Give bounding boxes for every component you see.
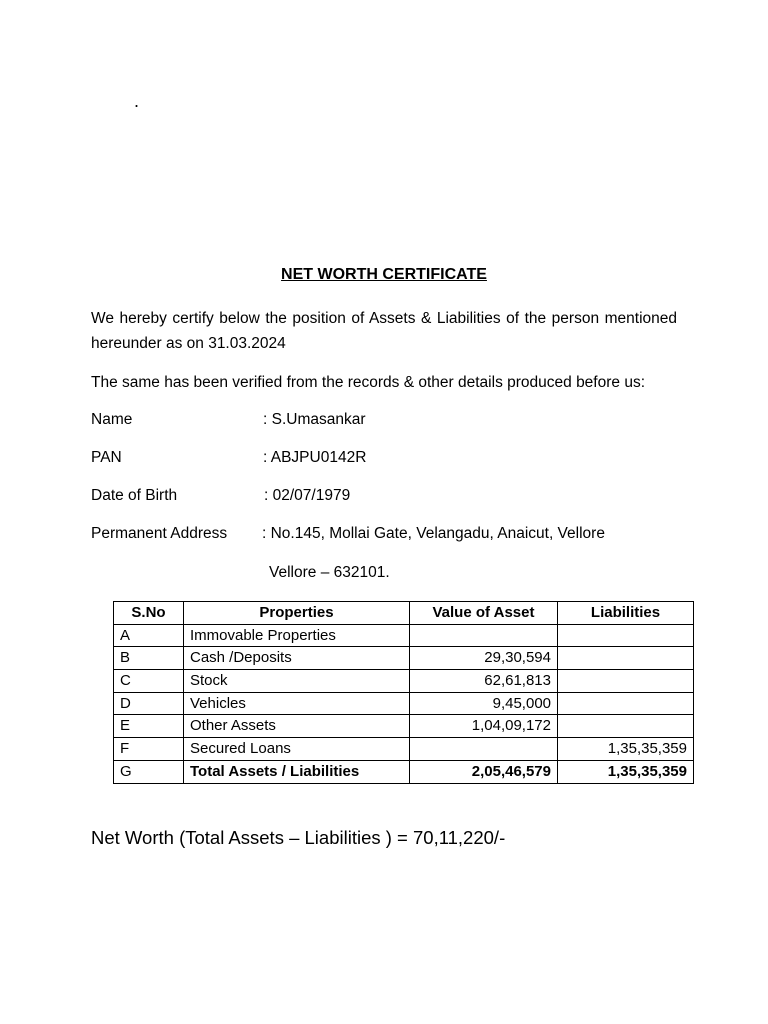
total-sno: G (114, 760, 184, 783)
row-property: Immovable Properties (184, 624, 410, 647)
table-header-row (114, 602, 694, 625)
table-row (114, 624, 694, 647)
row-asset: 9,45,000 (410, 692, 558, 715)
row-asset: 29,30,594 (410, 647, 558, 670)
header-liabilities: Liabilities (558, 602, 694, 625)
row-property: Other Assets (184, 715, 410, 738)
row-asset (410, 738, 558, 761)
address-label: Permanent Address (91, 525, 228, 542)
row-sno: C (114, 670, 184, 693)
total-liabilities: 1,35,35,359 (558, 760, 694, 783)
row-property: Secured Loans (184, 738, 410, 761)
row-liability (558, 692, 694, 715)
table-row (114, 738, 694, 761)
row-sno: F (114, 738, 184, 761)
header-properties: Properties (184, 602, 410, 625)
total-label: Total Assets / Liabilities (184, 760, 410, 783)
row-sno: A (114, 624, 184, 647)
row-sno: E (114, 715, 184, 738)
assets-liabilities-table (113, 601, 694, 784)
row-liability (558, 624, 694, 647)
row-liability (558, 647, 694, 670)
stray-mark: . (134, 91, 140, 111)
row-liability (558, 670, 694, 693)
verification-paragraph: The same has been verified from the records & other details produced before us: (91, 374, 645, 391)
header-sno: S.No (114, 602, 184, 625)
total-assets: 2,05,46,579 (410, 760, 558, 783)
header-value-of-asset: Value of Asset (410, 602, 558, 625)
address-value: : No.145, Mollai Gate, Velangadu, Anaicut, Vellore (262, 525, 605, 542)
table-row (114, 692, 694, 715)
row-liability: 1,35,35,359 (558, 738, 694, 761)
row-property: Cash /Deposits (184, 647, 410, 670)
dob-label: Date of Birth (91, 487, 178, 504)
pan-value: : ABJPU0142R (263, 449, 367, 466)
dob-value: : 02/07/1979 (264, 487, 351, 504)
address-line-2: Vellore – 632101. (269, 564, 390, 581)
table-row (114, 670, 694, 693)
certification-paragraph: We hereby certify below the position of Assets & Liabilities of the person mentioned hereunder as on 31.03.2024 (91, 310, 677, 352)
row-asset: 62,61,813 (410, 670, 558, 693)
table-row (114, 647, 694, 670)
total-row (114, 760, 694, 783)
row-asset: 1,04,09,172 (410, 715, 558, 738)
table-row (114, 715, 694, 738)
row-property: Vehicles (184, 692, 410, 715)
name-label: Name (91, 411, 133, 428)
row-property: Stock (184, 670, 410, 693)
row-sno: B (114, 647, 184, 670)
name-value: : S.Umasankar (263, 411, 366, 428)
net-worth-statement: Net Worth (Total Assets – Liabilities ) = 70,11,220/- (91, 827, 506, 848)
row-liability (558, 715, 694, 738)
row-asset (410, 624, 558, 647)
row-sno: D (114, 692, 184, 715)
pan-label: PAN (91, 449, 122, 466)
page-title: NET WORTH CERTIFICATE (281, 266, 487, 283)
